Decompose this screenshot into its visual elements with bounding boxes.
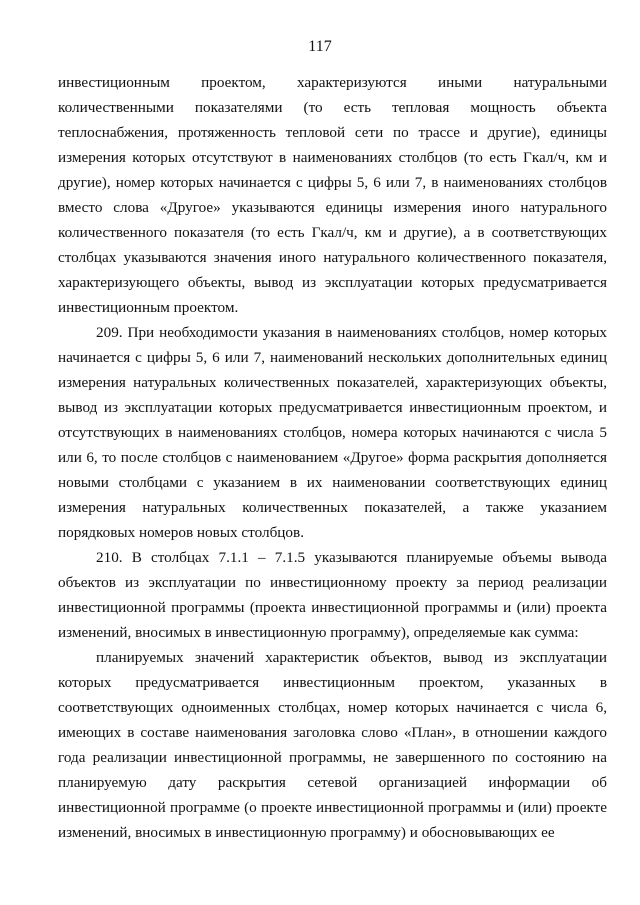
text-line: планируемую дату раскрытия сетевой организацией информации об xyxy=(58,774,607,791)
text-line: другие), номер которых начинается с цифры 5, 6 или 7, в наименованиях столбцов xyxy=(58,174,607,191)
text-line: года реализации инвестиционной программы, не завершенного по состоянию на xyxy=(58,749,607,766)
text-line: порядковых номеров новых столбцов. xyxy=(58,524,304,541)
text-line: теплоснабжения, протяженность тепловой сети по трассе и другие), единицы xyxy=(58,124,607,141)
text-line: инвестиционной программе (о проекте инвестиционной программы и (или) проекте xyxy=(58,799,607,816)
text-line: начинается с цифры 5, 6 или 7, наименований нескольких дополнительных единиц xyxy=(58,349,607,366)
text-line: вывод из эксплуатации которых предусматривается инвестиционным проектом, и xyxy=(58,399,607,416)
paragraph-list-item xyxy=(58,645,607,845)
paragraph-210 xyxy=(58,545,607,645)
text-line: вместо слова «Другое» указываются единицы измерения иного натурального xyxy=(58,199,607,216)
text-line: объектов из эксплуатации по инвестиционному проекту за период реализации xyxy=(58,574,607,591)
text-line: имеющих в составе наименования заголовка слово «План», в отношении каждого xyxy=(58,724,607,741)
text-line: отсутствующих в наименованиях столбцов, номера которых начинаются с числа 5 xyxy=(58,424,607,441)
text-line: столбцах указываются значения иного натурального количественного показателя, xyxy=(58,249,607,266)
text-line: планируемых значений характеристик объектов, вывод из эксплуатации xyxy=(96,649,607,666)
text-line: измерения натуральных количественных показателей, характеризующих объекты, xyxy=(58,374,607,391)
text-line: количественного показателя (то есть Гкал/ч, км и другие), а в соответствующих xyxy=(58,224,607,241)
page-number: 117 xyxy=(308,38,332,55)
text-line: или 6, то после столбцов с наименованием «Другое» форма раскрытия дополняется xyxy=(58,449,607,466)
text-line: новыми столбцами с указанием в их наименовании соответствующих единиц xyxy=(58,474,607,491)
text-line: которых предусматривается инвестиционным проектом, указанных в xyxy=(58,674,607,691)
text-line: измерения натуральных количественных показателей, а также указанием xyxy=(58,499,607,516)
text-line: инвестиционной программы (проекта инвестиционной программы и (или) проекта xyxy=(58,599,607,616)
text-line: 209. При необходимости указания в наименованиях столбцов, номер которых xyxy=(96,324,607,341)
text-line: изменений, вносимых в инвестиционную программу) и обосновывающих ее xyxy=(58,824,555,841)
text-line: соответствующих одноименных столбцах, номер которых начинается с числа 6, xyxy=(58,699,607,716)
text-line: инвестиционным проектом. xyxy=(58,299,239,316)
document-body xyxy=(58,70,607,845)
text-line: измерения которых отсутствуют в наименованиях столбцов (то есть Гкал/ч, км и xyxy=(58,149,607,166)
text-line: изменений, вносимых в инвестиционную программу), определяемые как сумма: xyxy=(58,624,579,641)
paragraph-209 xyxy=(58,320,607,545)
text-line: характеризующего объекты, вывод из эксплуатации которых предусматривается xyxy=(58,274,607,291)
text-line: 210. В столбцах 7.1.1 – 7.1.5 указываются планируемые объемы вывода xyxy=(96,549,607,566)
text-line: инвестиционным проектом, характеризуются иными натуральными xyxy=(58,74,607,91)
text-line: количественными показателями (то есть тепловая мощность объекта xyxy=(58,99,607,116)
paragraph xyxy=(58,70,607,320)
